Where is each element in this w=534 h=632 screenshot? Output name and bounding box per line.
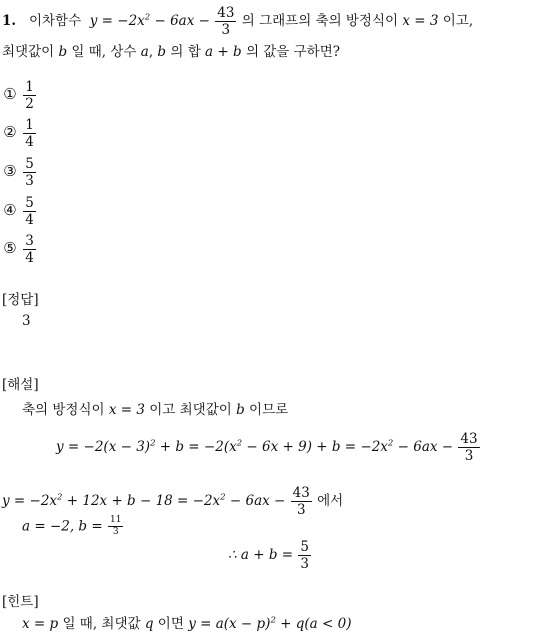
therefore-result: ∴ a + b = $\frac{5}{3}$ xyxy=(228,539,309,573)
hint-label: [힌트] xyxy=(2,594,39,610)
explanation-equation-2: $y = -2x^2 + 12x + b - 18 = -2x^2 - 6ax$ − $\frac{43}{3}$ 에서 xyxy=(2,485,344,519)
choice-4[interactable]: ④ $\frac{5}{4}$ xyxy=(3,195,34,229)
question-number: 1. xyxy=(2,13,17,30)
explanation-label: [해설] xyxy=(2,377,39,393)
answer-value: 3 xyxy=(22,313,31,329)
fraction: $\frac{43}{3}$ xyxy=(217,5,235,39)
quadratic-equation: $y = -2x^2 - 6ax$ − xyxy=(89,12,210,30)
explanation-equation-3: a = −2, b = $\frac{11}{3}$ xyxy=(22,515,122,538)
choice-1[interactable]: ① $\frac{1}{2}$ xyxy=(3,79,34,113)
choice-5[interactable]: ⑤ $\frac{3}{4}$ xyxy=(3,233,34,267)
choice-2[interactable]: ② $\frac{1}{4}$ xyxy=(3,117,34,151)
explanation-intro: 축의 방정식이 x = 3 이고 최댓값이 b 이므로 xyxy=(22,402,289,418)
question-line-2: 최댓값이 b 일 때, 상수 a, b 의 합 a + b 의 값을 구하면? xyxy=(2,44,341,60)
choice-3[interactable]: ③ $\frac{5}{3}$ xyxy=(3,156,34,190)
hint-text: x = p 일 때, 최댓값 q 이면 $y = a(x - p)^2 + q(a < 0)$ xyxy=(22,615,352,632)
question-line-1: 1. 이차함수 $y = -2x^2 - 6ax$ − $\frac{43}{3}$ 의 그래프의 축의 방정식이 x = 3 이고, xyxy=(2,5,474,39)
answer-label: [정답] xyxy=(2,292,39,308)
explanation-equation-1: $y = -2(x - 3)^2 + b = -2(x^2 - 6x + 9) + b = -2x^2 - 6ax$ − $\frac{43}{3}$ xyxy=(56,431,478,465)
